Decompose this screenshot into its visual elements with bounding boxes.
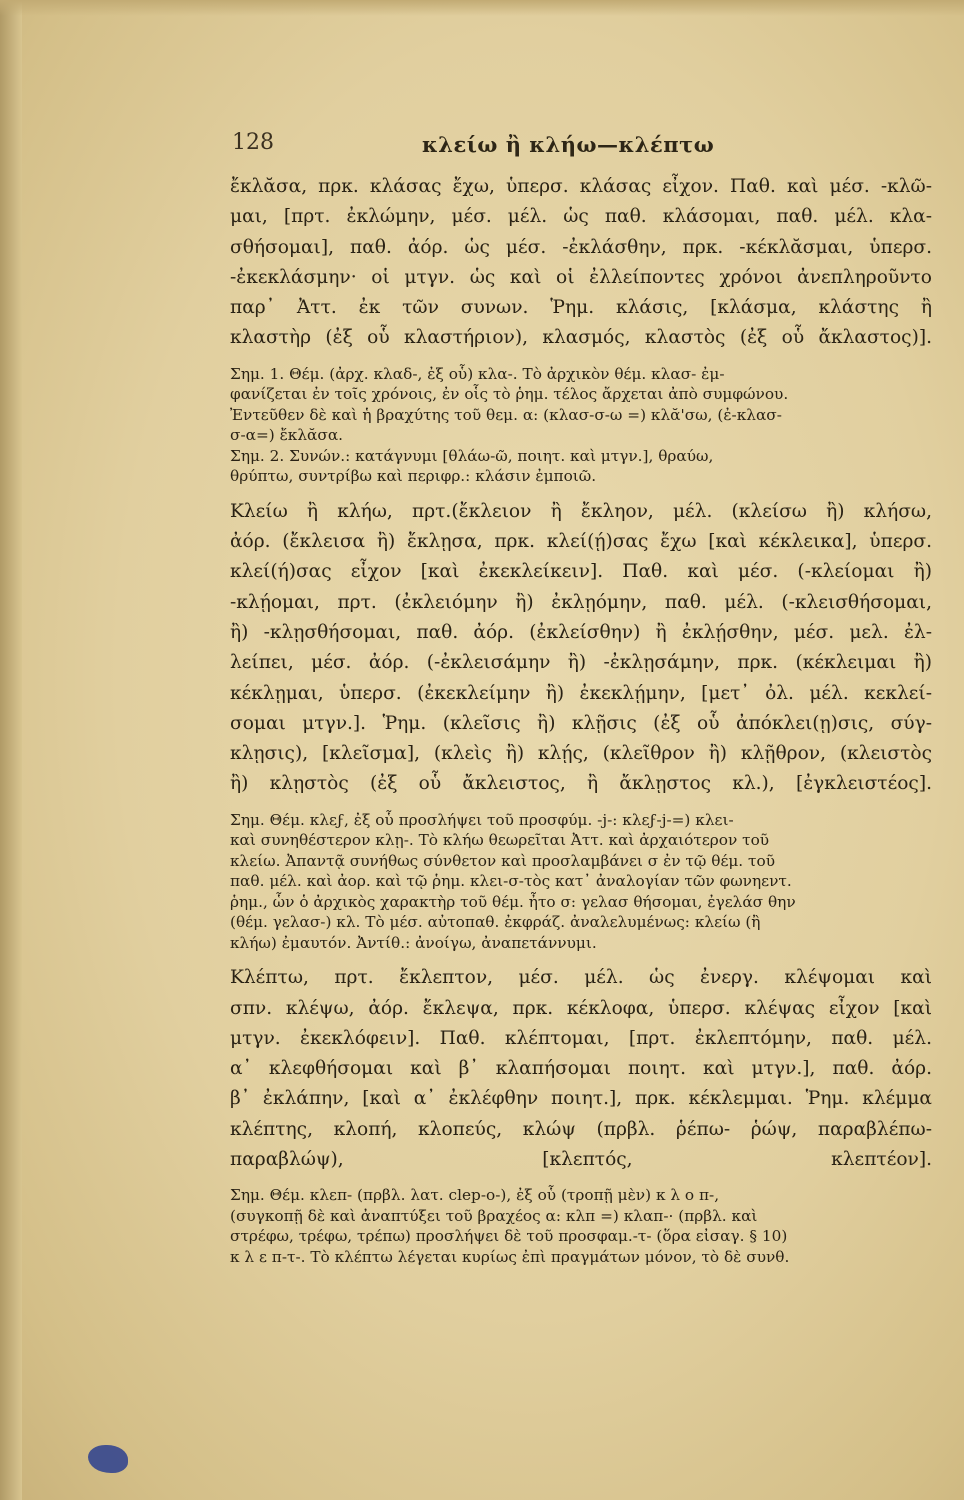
note-line: Σημ. 1. Θέμ. (ἀρχ. κλαδ-, ἐξ οὗ) κλα-. Τὸ ἀρχικὸν θέμ. κλασ- ἐμ- — [230, 364, 725, 383]
note-line: (θέμ. γελασ-) κλ. Τὸ μέσ. αὐτοπαθ. ἐκφράζ. ἀναλελυμένως: κλείω (ἢ — [230, 913, 761, 932]
note-klao — [230, 364, 932, 487]
text-line: ἢ) κλῃστὸς (ἐξ οὗ ἄκλειστος, ἢ ἄκλῃστος κλ.), [ἐγκλειστέος]. — [230, 773, 932, 795]
text-line: λείπει, μέσ. ἀόρ. (-ἐκλεισάμην ἢ) -ἐκλῃσάμην, πρκ. (κέκλειμαι ἢ) — [230, 652, 932, 674]
note-line: Σημ. 2. Συνών.: κατάγνυμι [θλάω-ῶ, ποιητ. καὶ μτγν.], θραύω, — [230, 446, 714, 465]
text-line: κλεί(ή)σας εἶχον [καὶ ἐκεκλείκειν]. Παθ. καὶ μέσ. (-κλείομαι ἢ) — [230, 561, 932, 583]
note-line: σ-α=) ἔκλᾰσα. — [230, 426, 344, 445]
text-line: ἀόρ. (ἔκλεισα ἢ) ἔκλῃσα, πρκ. κλεί(ῄ)σας ἔχω [καὶ κέκλεικα], ὑπερσ. — [230, 531, 932, 553]
text-line: κέκλῃμαι, ὑπερσ. (ἐκεκλείμην ἢ) ἐκεκλῄμην, [μετ᾽ ὀλ. μέλ. κεκλεί- — [230, 682, 932, 704]
ink-stain — [88, 1445, 128, 1473]
text-line: σπν. κλέψω, ἀόρ. ἔκλεψα, πρκ. κέκλοφα, ὑπερσ. κλέψας εἶχον [καὶ — [230, 997, 932, 1019]
page-edge-shadow — [0, 0, 22, 1500]
note-line: στρέφω, τρέφω, τρέπω) προσλήψει δὲ τοῦ προσφαμ.-τ- (ὅρα εἰσαγ. § 10) — [230, 1227, 788, 1246]
note-line: (συγκοπῇ δὲ καὶ ἀναπτύξει τοῦ βραχέος α: κλπ =) κλαπ-· (πρβλ. καὶ — [230, 1206, 758, 1225]
text-line: κλαστὴρ (ἐξ οὗ κλαστήριον), κλασμός, κλαστὸς (ἐξ οὗ ἄκλαστος)]. — [230, 327, 932, 349]
note-line: κ λ ε π-τ-. Τὸ κλέπτω λέγεται κυρίως ἐπὶ πραγμάτων μόνον, τὸ δὲ συνθ. — [230, 1247, 790, 1266]
note-line: φανίζεται ἐν τοῖς χρόνοις, ἐν οἷς τὸ ῥημ. τέλος ἄρχεται ἀπὸ συμφώνου. — [230, 385, 789, 404]
text-line: μτγν. ἐκεκλόφειν]. Παθ. κλέπτομαι, [πρτ. ἐκλεπτόμην, παθ. μέλ. — [230, 1027, 932, 1049]
text-line: -κλῄομαι, πρτ. (ἐκλειόμην ἢ) ἐκλῃόμην, παθ. μέλ. (-κλεισθήσομαι, — [230, 591, 932, 613]
running-head: κλείω ἢ κλήω—κλέπτω — [422, 132, 715, 157]
note-klepto — [230, 1185, 932, 1267]
note-line: καὶ συνηθέστερον κλῃ-. Τὸ κλήω θεωρεῖται Ἀττ. καὶ ἀρχαιότερον τοῦ — [230, 831, 770, 850]
text-line: κλέπτης, κλοπή, κλοπεύς, κλώψ (πρβλ. ῥέπω- ῥώψ, παραβλέπω- — [230, 1118, 932, 1140]
entry-kleio — [230, 497, 932, 800]
text-line: Κλέπτω, πρτ. ἔκλεπτον, μέσ. μέλ. ὡς ἐνεργ. κλέψομαι καὶ — [230, 967, 932, 989]
page-top-shadow — [0, 0, 964, 16]
note-line: παθ. μέλ. καὶ ἀορ. καὶ τῷ ῥημ. κλει-σ-τὸς κατ᾽ ἀναλογίαν τῶν φωνηεντ. — [230, 872, 792, 891]
text-line: ἢ) -κλῃσθήσομαι, παθ. ἀόρ. (ἐκλείσθην) ἢ ἐκλῄσθην, μέσ. μελ. ἐλ- — [230, 621, 932, 643]
page-header — [232, 130, 772, 164]
note-line: Σημ. Θέμ. κλεϝ, ἐξ οὗ προσλήψει τοῦ προσφύμ. -j-: κλεϝ-j-=) κλει- — [230, 810, 734, 829]
text-line: α᾽ κλεφθήσομαι καὶ β᾽ κλαπήσομαι ποιητ. καὶ μτγν.], παθ. ἀόρ. — [230, 1058, 932, 1080]
text-line: ἔκλᾰσα, πρκ. κλάσας ἔχω, ὑπερσ. κλάσας εἶχον. Παθ. καὶ μέσ. -κλῶ- — [230, 176, 932, 197]
note-line: κλείω. Ἀπαντᾷ συνήθως σύνθετον καὶ προσλαμβάνει σ ἐν τῷ θέμ. τοῦ — [230, 851, 776, 870]
note-line: ῥημ., ὧν ὁ ἀρχικὸς χαρακτὴρ τοῦ θέμ. ἦτο σ: γελασ θήσομαι, ἐγελάσ θην — [230, 892, 796, 911]
page-number: 128 — [232, 130, 274, 155]
text-line: σομαι μτγν.]. Ῥημ. (κλεῖσις ἢ) κλῇσις (ἐξ οὗ ἀπόκλει(ῃ)σις, σύγ- — [230, 712, 932, 734]
note-kleio — [230, 810, 932, 954]
text-line: β᾽ ἐκλάπην, [καὶ α᾽ ἐκλέφθην ποιητ.], πρκ. κέκλεμμαι. Ῥημ. κλέμμα — [230, 1088, 932, 1110]
text-line: μαι, [πρτ. ἐκλώμην, μέσ. μέλ. ὡς παθ. κλάσομαι, παθ. μέλ. κλα- — [230, 206, 932, 228]
note-line: θρύπτω, συντρίβω καὶ περιφρ.: κλάσιν ἐμποιῶ. — [230, 467, 597, 486]
entry-klepto — [230, 963, 932, 1175]
text-line: σθήσομαι], παθ. ἀόρ. ὡς μέσ. -ἐκλάσθην, πρκ. -κέκλᾰσμαι, ὑπερσ. — [230, 236, 932, 258]
text-line: -ἐκεκλάσμην· οἱ μτγν. ὡς καὶ οἱ ἐλλείποντες χρόνοι ἀνεπληροῦντο — [230, 266, 932, 288]
note-line: Ἐντεῦθεν δὲ καὶ ἡ βραχύτης τοῦ θεμ. α: (κλασ-σ-ω =) κλᾰ'σω, (ἐ-κλασ- — [230, 405, 782, 424]
text-line: Κλείω ἢ κλήω, πρτ.(ἔκλειον ἢ ἔκληον, μέλ. (κλείσω ἢ) κλήσω, — [230, 500, 932, 522]
text-line: παραβλώψ), [κλεπτός, κλεπτέον]. — [230, 1149, 932, 1171]
note-line: Σημ. Θέμ. κλεπ- (πρβλ. λατ. clep-o-), ἐξ οὗ (τροπῇ μὲν) κ λ ο π-, — [230, 1186, 720, 1205]
text-line: παρ᾽ Ἀττ. ἐκ τῶν συνων. Ῥημ. κλάσις, [κλάσμα, κλάστης ἢ — [230, 297, 932, 319]
note-line: κλήω) ἐμαυτόν. Ἀντίθ.: ἀνοίγω, ἀναπετάννυμι. — [230, 933, 597, 952]
text-line: κλῃσις), [κλεῖσμα], (κλεὶς ἢ) κλῄς, (κλεῖθρον ἢ) κλῇθρον, (κλειστὸς — [230, 743, 932, 765]
page-body — [230, 172, 932, 1267]
entry-klao-continuation — [230, 172, 932, 354]
